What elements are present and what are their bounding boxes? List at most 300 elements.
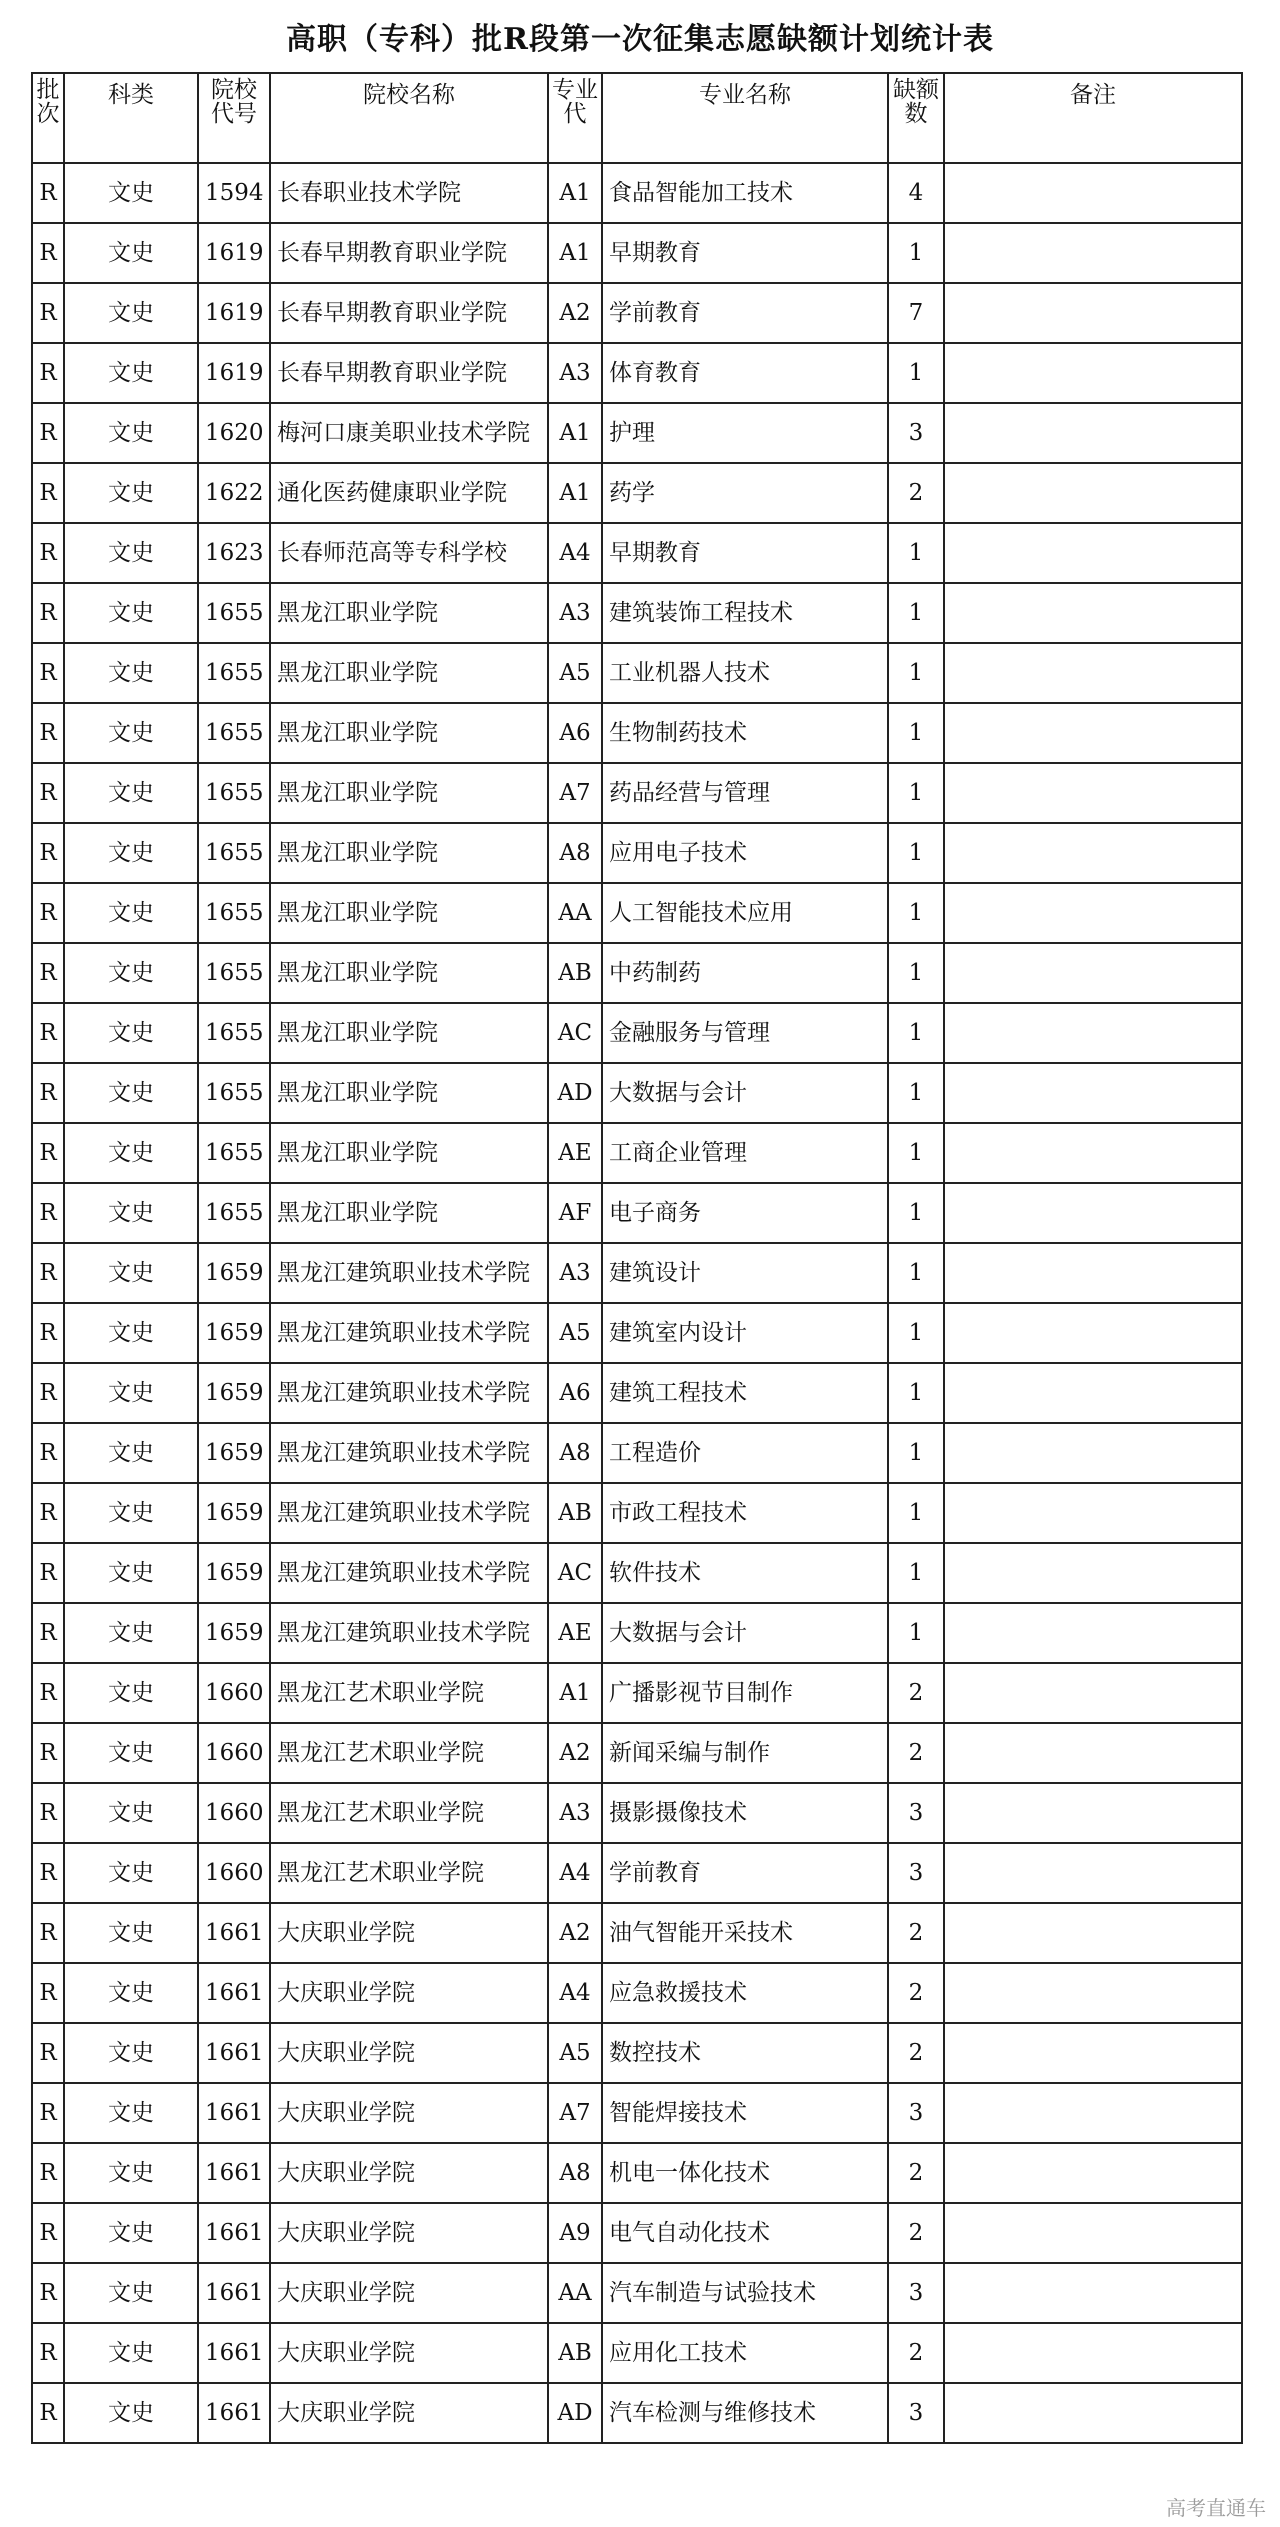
note-cell: [944, 223, 1242, 283]
note-cell: [944, 1363, 1242, 1423]
major-name-cell: 建筑设计: [602, 1243, 888, 1303]
batch-cell: R: [32, 2263, 64, 2323]
major-code-cell: A3: [548, 583, 602, 643]
note-cell: [944, 1063, 1242, 1123]
header-note: 备注: [944, 73, 1242, 163]
note-cell: [944, 1483, 1242, 1543]
category-cell: 文史: [64, 1123, 198, 1183]
vacancy-cell: 1: [888, 1243, 944, 1303]
major-name-cell: 早期教育: [602, 223, 888, 283]
major-code-cell: A9: [548, 2203, 602, 2263]
vacancy-cell: 1: [888, 1543, 944, 1603]
batch-cell: R: [32, 1063, 64, 1123]
major-code-cell: A2: [548, 283, 602, 343]
major-code-cell: A6: [548, 1363, 602, 1423]
batch-cell: R: [32, 1903, 64, 1963]
school-code-cell: 1661: [198, 2263, 270, 2323]
category-cell: 文史: [64, 1663, 198, 1723]
school-code-cell: 1659: [198, 1423, 270, 1483]
major-name-cell: 生物制药技术: [602, 703, 888, 763]
school-name-cell: 黑龙江艺术职业学院: [270, 1663, 548, 1723]
note-cell: [944, 463, 1242, 523]
category-cell: 文史: [64, 1423, 198, 1483]
category-cell: 文史: [64, 883, 198, 943]
major-name-cell: 市政工程技术: [602, 1483, 888, 1543]
note-cell: [944, 523, 1242, 583]
school-code-cell: 1655: [198, 883, 270, 943]
category-cell: 文史: [64, 1723, 198, 1783]
vacancy-cell: 1: [888, 763, 944, 823]
school-name-cell: 黑龙江职业学院: [270, 763, 548, 823]
table-row: [32, 1963, 1242, 2023]
vacancy-cell: 2: [888, 1723, 944, 1783]
school-name-cell: 黑龙江职业学院: [270, 643, 548, 703]
major-code-cell: A2: [548, 1903, 602, 1963]
batch-cell: R: [32, 823, 64, 883]
school-name-cell: 大庆职业学院: [270, 2383, 548, 2443]
table-row: [32, 943, 1242, 1003]
table-row: [32, 1603, 1242, 1663]
school-name-cell: 长春职业技术学院: [270, 163, 548, 223]
table-row: [32, 763, 1242, 823]
vacancy-cell: 1: [888, 1363, 944, 1423]
batch-cell: R: [32, 1843, 64, 1903]
vacancy-cell: 1: [888, 823, 944, 883]
school-name-cell: 大庆职业学院: [270, 2143, 548, 2203]
table-row: [32, 1303, 1242, 1363]
note-cell: [944, 2023, 1242, 2083]
vacancy-cell: 1: [888, 1423, 944, 1483]
batch-cell: R: [32, 1123, 64, 1183]
major-name-cell: 药学: [602, 463, 888, 523]
table-row: [32, 883, 1242, 943]
category-cell: 文史: [64, 2143, 198, 2203]
major-name-cell: 油气智能开采技术: [602, 1903, 888, 1963]
batch-cell: R: [32, 1543, 64, 1603]
major-name-cell: 机电一体化技术: [602, 2143, 888, 2203]
vacancy-cell: 1: [888, 1003, 944, 1063]
note-cell: [944, 1783, 1242, 1843]
header-school-code: 院校代号: [198, 73, 270, 163]
major-name-cell: 人工智能技术应用: [602, 883, 888, 943]
major-name-cell: 建筑室内设计: [602, 1303, 888, 1363]
vacancy-cell: 2: [888, 1903, 944, 1963]
school-name-cell: 黑龙江职业学院: [270, 583, 548, 643]
school-name-cell: 黑龙江职业学院: [270, 1003, 548, 1063]
school-code-cell: 1661: [198, 2023, 270, 2083]
note-cell: [944, 2323, 1242, 2383]
batch-cell: R: [32, 643, 64, 703]
major-code-cell: AE: [548, 1123, 602, 1183]
batch-cell: R: [32, 2023, 64, 2083]
note-cell: [944, 2203, 1242, 2263]
school-code-cell: 1661: [198, 2143, 270, 2203]
table-row: [32, 1243, 1242, 1303]
category-cell: 文史: [64, 1783, 198, 1843]
note-cell: [944, 1003, 1242, 1063]
note-cell: [944, 2263, 1242, 2323]
category-cell: 文史: [64, 1003, 198, 1063]
table-row: [32, 2323, 1242, 2383]
vacancy-cell: 1: [888, 583, 944, 643]
vacancy-cell: 1: [888, 643, 944, 703]
batch-cell: R: [32, 2323, 64, 2383]
major-code-cell: A3: [548, 343, 602, 403]
batch-cell: R: [32, 883, 64, 943]
vacancy-cell: 1: [888, 883, 944, 943]
table-row: [32, 1123, 1242, 1183]
school-code-cell: 1659: [198, 1363, 270, 1423]
category-cell: 文史: [64, 1363, 198, 1423]
category-cell: 文史: [64, 583, 198, 643]
batch-cell: R: [32, 943, 64, 1003]
note-cell: [944, 283, 1242, 343]
note-cell: [944, 343, 1242, 403]
batch-cell: R: [32, 1303, 64, 1363]
vacancy-cell: 1: [888, 343, 944, 403]
batch-cell: R: [32, 1243, 64, 1303]
note-cell: [944, 1843, 1242, 1903]
category-cell: 文史: [64, 2383, 198, 2443]
batch-cell: R: [32, 2203, 64, 2263]
table-row: [32, 403, 1242, 463]
school-code-cell: 1661: [198, 2383, 270, 2443]
major-code-cell: A5: [548, 1303, 602, 1363]
major-code-cell: A3: [548, 1243, 602, 1303]
major-code-cell: A8: [548, 823, 602, 883]
note-cell: [944, 1543, 1242, 1603]
vacancy-cell: 3: [888, 403, 944, 463]
table-row: [32, 2083, 1242, 2143]
vacancy-cell: 1: [888, 703, 944, 763]
header-major-name: 专业名称: [602, 73, 888, 163]
table-row: [32, 1063, 1242, 1123]
major-name-cell: 软件技术: [602, 1543, 888, 1603]
category-cell: 文史: [64, 643, 198, 703]
major-name-cell: 药品经营与管理: [602, 763, 888, 823]
batch-cell: R: [32, 703, 64, 763]
major-name-cell: 食品智能加工技术: [602, 163, 888, 223]
major-name-cell: 护理: [602, 403, 888, 463]
category-cell: 文史: [64, 1483, 198, 1543]
major-code-cell: AF: [548, 1183, 602, 1243]
major-name-cell: 新闻采编与制作: [602, 1723, 888, 1783]
school-code-cell: 1623: [198, 523, 270, 583]
school-code-cell: 1660: [198, 1843, 270, 1903]
major-code-cell: AA: [548, 883, 602, 943]
major-name-cell: 工商企业管理: [602, 1123, 888, 1183]
table-row: [32, 2023, 1242, 2083]
school-name-cell: 黑龙江建筑职业技术学院: [270, 1603, 548, 1663]
school-name-cell: 通化医药健康职业学院: [270, 463, 548, 523]
major-name-cell: 大数据与会计: [602, 1063, 888, 1123]
major-name-cell: 大数据与会计: [602, 1603, 888, 1663]
vacancy-cell: 2: [888, 2143, 944, 2203]
major-code-cell: A8: [548, 1423, 602, 1483]
table-body: [32, 163, 1242, 2443]
school-name-cell: 黑龙江职业学院: [270, 883, 548, 943]
school-code-cell: 1619: [198, 223, 270, 283]
note-cell: [944, 883, 1242, 943]
major-code-cell: AD: [548, 2383, 602, 2443]
table-row: [32, 823, 1242, 883]
category-cell: 文史: [64, 1063, 198, 1123]
batch-cell: R: [32, 1963, 64, 2023]
school-code-cell: 1655: [198, 823, 270, 883]
table-row: [32, 2143, 1242, 2203]
table-row: [32, 2383, 1242, 2443]
note-cell: [944, 643, 1242, 703]
batch-cell: R: [32, 763, 64, 823]
school-code-cell: 1620: [198, 403, 270, 463]
major-name-cell: 建筑工程技术: [602, 1363, 888, 1423]
major-code-cell: A8: [548, 2143, 602, 2203]
batch-cell: R: [32, 1663, 64, 1723]
page-title: 高职（专科）批R段第一次征集志愿缺额计划统计表: [286, 22, 994, 57]
batch-cell: R: [32, 403, 64, 463]
table-row: [32, 283, 1242, 343]
school-code-cell: 1619: [198, 283, 270, 343]
major-code-cell: AB: [548, 943, 602, 1003]
major-code-cell: A6: [548, 703, 602, 763]
school-code-cell: 1660: [198, 1783, 270, 1843]
vacancy-cell: 1: [888, 1123, 944, 1183]
batch-cell: R: [32, 1363, 64, 1423]
note-cell: [944, 1663, 1242, 1723]
school-code-cell: 1655: [198, 1063, 270, 1123]
school-code-cell: 1659: [198, 1243, 270, 1303]
school-name-cell: 大庆职业学院: [270, 2323, 548, 2383]
category-cell: 文史: [64, 1603, 198, 1663]
table-row: [32, 1483, 1242, 1543]
note-cell: [944, 163, 1242, 223]
school-code-cell: 1655: [198, 1123, 270, 1183]
school-code-cell: 1655: [198, 583, 270, 643]
table-row: [32, 2203, 1242, 2263]
school-code-cell: 1622: [198, 463, 270, 523]
school-code-cell: 1661: [198, 2203, 270, 2263]
major-code-cell: A1: [548, 463, 602, 523]
school-name-cell: 黑龙江建筑职业技术学院: [270, 1543, 548, 1603]
school-name-cell: 黑龙江职业学院: [270, 943, 548, 1003]
batch-cell: R: [32, 163, 64, 223]
batch-cell: R: [32, 1723, 64, 1783]
table-row: [32, 2263, 1242, 2323]
table-row: [32, 1363, 1242, 1423]
major-code-cell: AA: [548, 2263, 602, 2323]
table-row: [32, 583, 1242, 643]
school-code-cell: 1655: [198, 1183, 270, 1243]
category-cell: 文史: [64, 283, 198, 343]
major-name-cell: 应用化工技术: [602, 2323, 888, 2383]
school-code-cell: 1655: [198, 643, 270, 703]
school-code-cell: 1655: [198, 703, 270, 763]
header-category: 科类: [64, 73, 198, 163]
major-code-cell: A7: [548, 2083, 602, 2143]
school-name-cell: 黑龙江建筑职业技术学院: [270, 1483, 548, 1543]
note-cell: [944, 2143, 1242, 2203]
batch-cell: R: [32, 223, 64, 283]
major-code-cell: AC: [548, 1543, 602, 1603]
school-code-cell: 1594: [198, 163, 270, 223]
major-code-cell: A5: [548, 2023, 602, 2083]
note-cell: [944, 583, 1242, 643]
vacancy-cell: 1: [888, 1603, 944, 1663]
school-name-cell: 黑龙江职业学院: [270, 823, 548, 883]
vacancy-cell: 3: [888, 2083, 944, 2143]
major-code-cell: AB: [548, 2323, 602, 2383]
school-code-cell: 1661: [198, 1903, 270, 1963]
category-cell: 文史: [64, 343, 198, 403]
note-cell: [944, 763, 1242, 823]
major-name-cell: 体育教育: [602, 343, 888, 403]
school-name-cell: 黑龙江职业学院: [270, 703, 548, 763]
category-cell: 文史: [64, 523, 198, 583]
school-code-cell: 1659: [198, 1543, 270, 1603]
table-row: [32, 463, 1242, 523]
note-cell: [944, 2383, 1242, 2443]
category-cell: 文史: [64, 403, 198, 463]
major-code-cell: A1: [548, 403, 602, 463]
school-code-cell: 1661: [198, 2323, 270, 2383]
vacancy-cell: 2: [888, 2323, 944, 2383]
batch-cell: R: [32, 2083, 64, 2143]
category-cell: 文史: [64, 1243, 198, 1303]
major-code-cell: A1: [548, 1663, 602, 1723]
school-code-cell: 1659: [198, 1603, 270, 1663]
note-cell: [944, 1723, 1242, 1783]
school-code-cell: 1655: [198, 1003, 270, 1063]
category-cell: 文史: [64, 2263, 198, 2323]
major-name-cell: 金融服务与管理: [602, 1003, 888, 1063]
table-row: [32, 643, 1242, 703]
category-cell: 文史: [64, 703, 198, 763]
table-row: [32, 1783, 1242, 1843]
note-cell: [944, 1903, 1242, 1963]
school-name-cell: 大庆职业学院: [270, 1903, 548, 1963]
note-cell: [944, 1243, 1242, 1303]
major-code-cell: AB: [548, 1483, 602, 1543]
note-cell: [944, 703, 1242, 763]
school-code-cell: 1661: [198, 1963, 270, 2023]
school-name-cell: 黑龙江艺术职业学院: [270, 1723, 548, 1783]
major-name-cell: 智能焊接技术: [602, 2083, 888, 2143]
header-school-name: 院校名称: [270, 73, 548, 163]
vacancy-cell: 1: [888, 1183, 944, 1243]
school-name-cell: 长春早期教育职业学院: [270, 343, 548, 403]
school-name-cell: 黑龙江建筑职业技术学院: [270, 1423, 548, 1483]
major-name-cell: 数控技术: [602, 2023, 888, 2083]
major-name-cell: 工程造价: [602, 1423, 888, 1483]
school-code-cell: 1659: [198, 1303, 270, 1363]
category-cell: 文史: [64, 223, 198, 283]
batch-cell: R: [32, 2143, 64, 2203]
vacancy-cell: 2: [888, 2203, 944, 2263]
major-name-cell: 工业机器人技术: [602, 643, 888, 703]
school-name-cell: 长春师范高等专科学校: [270, 523, 548, 583]
table-row: [32, 343, 1242, 403]
category-cell: 文史: [64, 2323, 198, 2383]
school-code-cell: 1660: [198, 1723, 270, 1783]
major-name-cell: 建筑装饰工程技术: [602, 583, 888, 643]
category-cell: 文史: [64, 2023, 198, 2083]
table-row: [32, 1663, 1242, 1723]
school-code-cell: 1661: [198, 2083, 270, 2143]
category-cell: 文史: [64, 1843, 198, 1903]
major-code-cell: AD: [548, 1063, 602, 1123]
vacancy-quota-table: [31, 72, 1243, 2444]
batch-cell: R: [32, 1483, 64, 1543]
major-code-cell: AC: [548, 1003, 602, 1063]
note-cell: [944, 1963, 1242, 2023]
school-name-cell: 梅河口康美职业技术学院: [270, 403, 548, 463]
vacancy-cell: 1: [888, 1303, 944, 1363]
batch-cell: R: [32, 1183, 64, 1243]
vacancy-cell: 3: [888, 2263, 944, 2323]
header-major-code: 专业代: [548, 73, 602, 163]
school-code-cell: 1659: [198, 1483, 270, 1543]
batch-cell: R: [32, 1423, 64, 1483]
note-cell: [944, 823, 1242, 883]
school-name-cell: 长春早期教育职业学院: [270, 283, 548, 343]
school-name-cell: 黑龙江建筑职业技术学院: [270, 1243, 548, 1303]
school-name-cell: 大庆职业学院: [270, 2263, 548, 2323]
category-cell: 文史: [64, 2203, 198, 2263]
category-cell: 文史: [64, 2083, 198, 2143]
major-name-cell: 摄影摄像技术: [602, 1783, 888, 1843]
school-name-cell: 黑龙江建筑职业技术学院: [270, 1303, 548, 1363]
major-code-cell: A1: [548, 163, 602, 223]
school-code-cell: 1660: [198, 1663, 270, 1723]
vacancy-cell: 3: [888, 1843, 944, 1903]
category-cell: 文史: [64, 1543, 198, 1603]
batch-cell: R: [32, 343, 64, 403]
school-name-cell: 黑龙江职业学院: [270, 1183, 548, 1243]
major-code-cell: A2: [548, 1723, 602, 1783]
table-row: [32, 1183, 1242, 1243]
school-name-cell: 大庆职业学院: [270, 2203, 548, 2263]
vacancy-cell: 1: [888, 1063, 944, 1123]
table-row: [32, 1843, 1242, 1903]
category-cell: 文史: [64, 823, 198, 883]
school-code-cell: 1655: [198, 763, 270, 823]
vacancy-cell: 2: [888, 1963, 944, 2023]
major-name-cell: 汽车制造与试验技术: [602, 2263, 888, 2323]
note-cell: [944, 1183, 1242, 1243]
header-batch: 批次: [32, 73, 64, 163]
school-code-cell: 1655: [198, 943, 270, 1003]
school-code-cell: 1619: [198, 343, 270, 403]
note-cell: [944, 2083, 1242, 2143]
major-name-cell: 广播影视节目制作: [602, 1663, 888, 1723]
table-row: [32, 1003, 1242, 1063]
table-row: [32, 1423, 1242, 1483]
vacancy-cell: 2: [888, 463, 944, 523]
table-row: [32, 703, 1242, 763]
school-name-cell: 黑龙江建筑职业技术学院: [270, 1363, 548, 1423]
batch-cell: R: [32, 2383, 64, 2443]
major-name-cell: 早期教育: [602, 523, 888, 583]
school-name-cell: 大庆职业学院: [270, 2083, 548, 2143]
table-row: [32, 1723, 1242, 1783]
table-row: [32, 1903, 1242, 1963]
category-cell: 文史: [64, 463, 198, 523]
school-name-cell: 长春早期教育职业学院: [270, 223, 548, 283]
batch-cell: R: [32, 523, 64, 583]
school-name-cell: 黑龙江职业学院: [270, 1123, 548, 1183]
category-cell: 文史: [64, 1903, 198, 1963]
major-name-cell: 中药制药: [602, 943, 888, 1003]
